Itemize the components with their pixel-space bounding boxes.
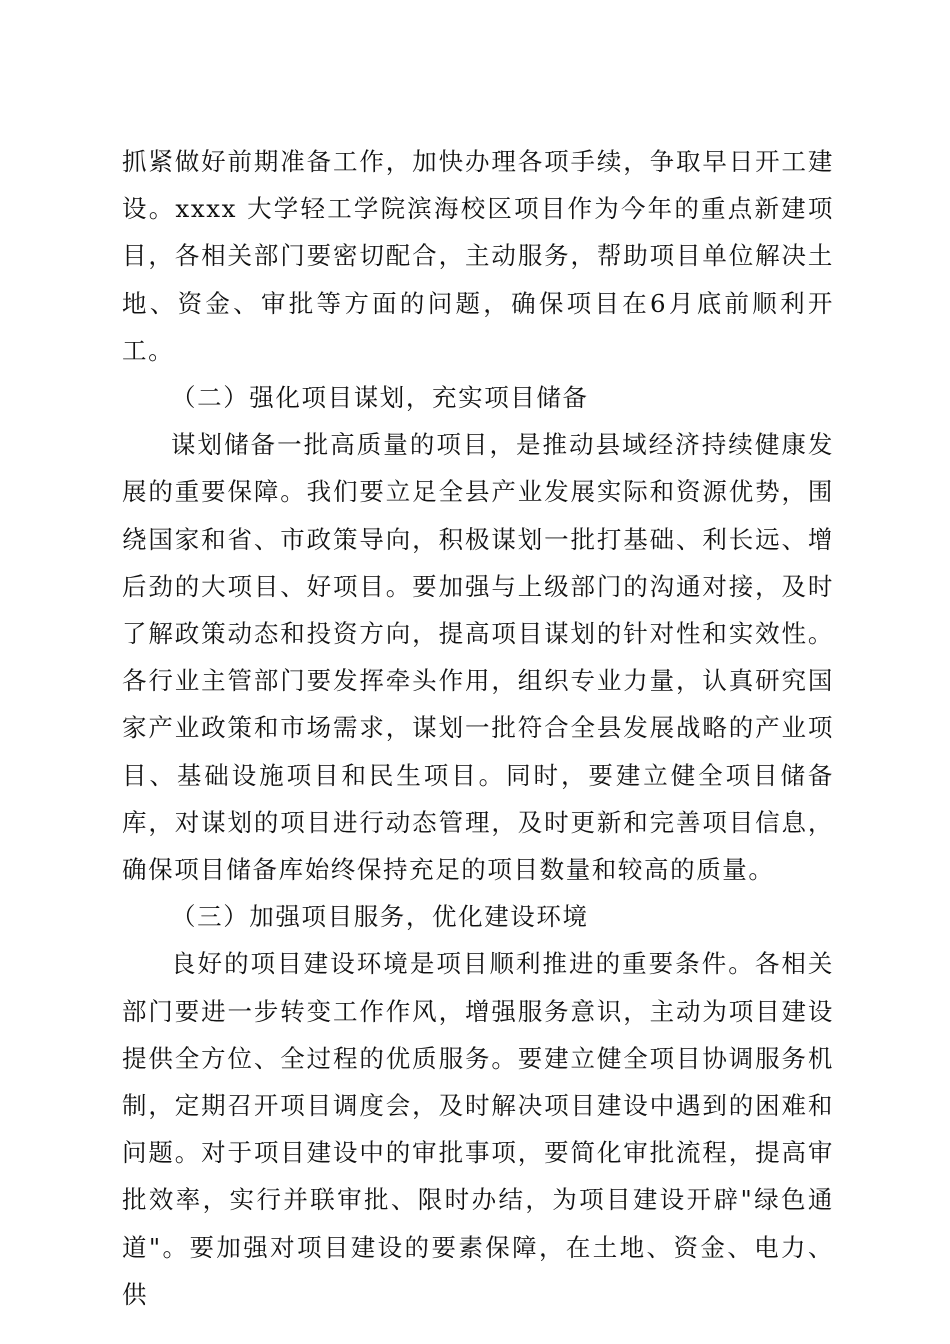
paragraph-project-planning: 谋划储备一批高质量的项目，是推动县域经济持续健康发展的重要保障。我们要立足全县产业发展实际和资源优势，围绕国家和省、市政策导向，积极谋划一批打基础、利长远、增后劲的大项目、好项目。要加强与上级部门的沟通对接，及时了解政策动态和投资方向，提高项目谋划的针对性和实效性。各行业主管部门要发挥牵头作用，组织专业力量，认真研究国家产业政策和市场需求，谋划一批符合全县发展战略的产业项目、基础设施项目和民生项目。同时，要建立健全项目储备库，对谋划的项目进行动态管理，及时更新和完善项目信息，确保项目储备库始终保持充足的项目数量和较高的质量。 bbox=[122, 430, 834, 885]
document-body bbox=[122, 138, 834, 1318]
section-heading-2: （二）强化项目谋划，充实项目储备 bbox=[171, 383, 589, 413]
paragraph-project-service: 良好的项目建设环境是项目顺利推进的重要条件。各相关部门要进一步转变工作作风，增强服务意识，主动为项目建设提供全方位、全过程的优质服务。要建立健全项目协调服务机制，定期召开项目调度会，及时解决项目建设中遇到的困难和问题。对于项目建设中的审批事项，要简化审批流程，提高审批效率，实行并联审批、限时办结，为项目建设开辟"绿色通道"。要加强对项目建设的要素保障，在土地、资金、电力、供 bbox=[122, 949, 834, 1309]
section-heading-3: （三）加强项目服务，优化建设环境 bbox=[171, 902, 589, 932]
paragraph-continuation: 抓紧做好前期准备工作，加快办理各项手续，争取早日开工建设。xxxx 大学轻工学院滨海校区项目作为今年的重点新建项目，各相关部门要密切配合，主动服务，帮助项目单位解决土地、资金、审批等方面的问题，确保项目在6月底前顺利开工。 bbox=[122, 147, 834, 365]
